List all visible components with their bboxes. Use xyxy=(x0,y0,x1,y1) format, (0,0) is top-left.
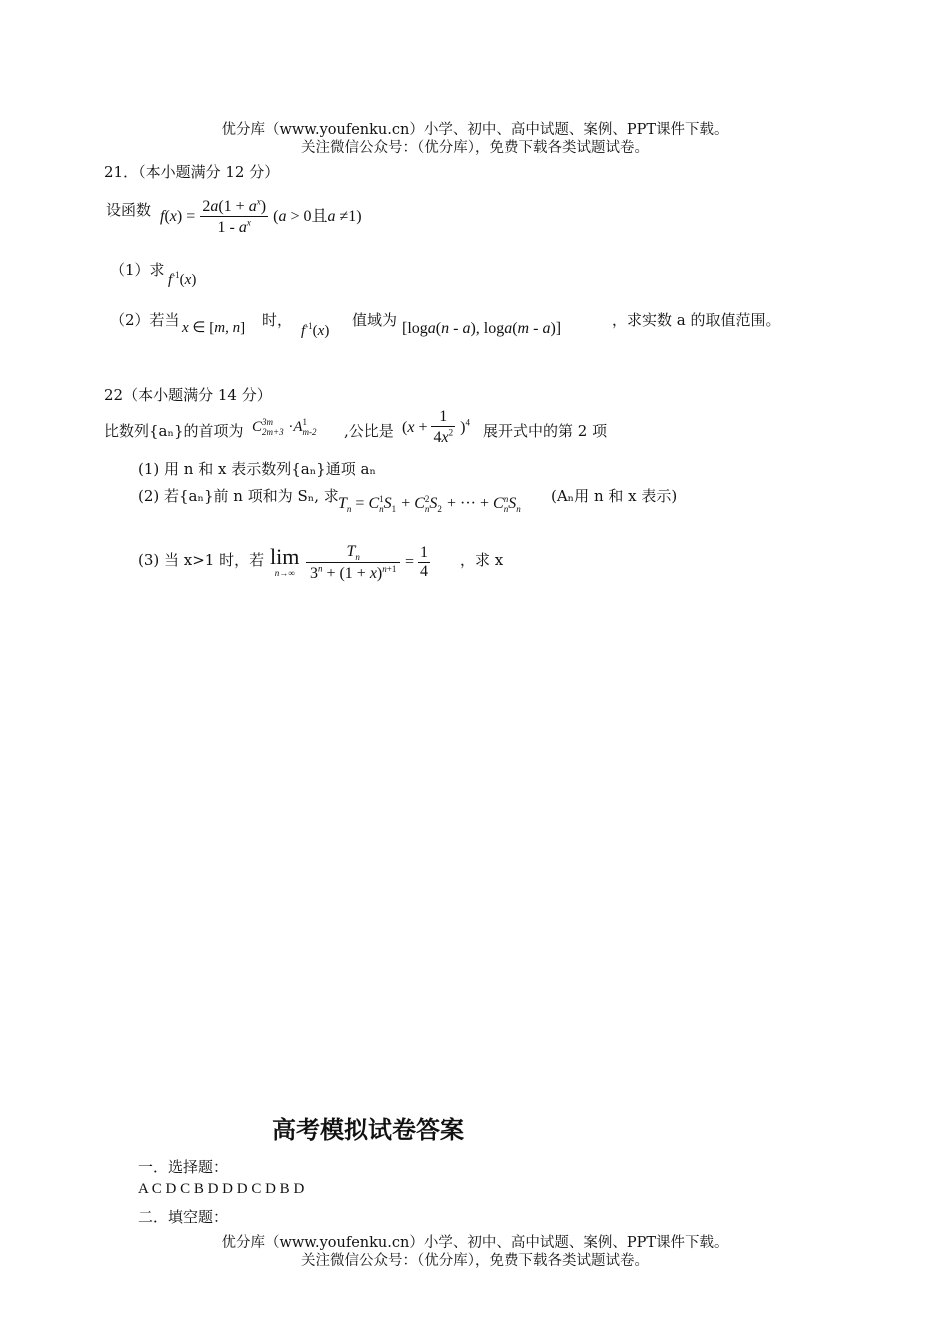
q21-part2-label: （2）若当 xyxy=(110,311,180,329)
answers-choices: A C D C B D D D C D B D xyxy=(138,1181,305,1197)
footer-line-1: 优分库（www.youfenku.cn）小学、初中、高中试题、案例、PPT课件下载。 xyxy=(221,1235,729,1251)
q21-heading: 21．（本小题满分 12 分） xyxy=(104,163,280,181)
q21-inverse-function: $f^{-1}(x)$ xyxy=(168,270,197,288)
answers-section-1: 一．选择题： xyxy=(138,1158,229,1176)
q22-part2-text: (2) 若{aₙ}前 n 项和为 Sₙ, 求 xyxy=(138,487,339,505)
q22-heading: 22（本小题满分 14 分） xyxy=(104,386,272,404)
q21-part1-label: （1）求 xyxy=(110,261,165,279)
q22-intro-mid: ,公比是 xyxy=(344,422,394,440)
header-line-1: 优分库（www.youfenku.cn）小学、初中、高中试题、案例、PPT课件下载。 xyxy=(221,122,729,138)
q22-intro: 比数列{aₙ}的首项为 xyxy=(104,422,244,440)
q22-part1: (1) 用 n 和 x 表示数列{aₙ}通项 aₙ xyxy=(138,460,376,478)
q21-range-formula: [loga(n - a), loga(m - a)] xyxy=(402,320,562,337)
q21-function-formula: f(x) = $\frac{2a(1 + a^x)}{1 - a^x}$ (a > 0且a ≠1) xyxy=(160,196,362,236)
q21-interval-formula: x ∈ [m, n] xyxy=(182,320,246,336)
q21-part2-text-2: 值域为 xyxy=(352,311,398,329)
q22-part3-end: ，求 x xyxy=(460,551,504,569)
q22-sum-formula: $T_n = C$ 1 n $S_1 + C$ 2 n $S_2$ + ··· + C n n $S_n$ xyxy=(338,493,521,515)
q22-ratio-formula: (x + $\frac{1}{4x^2}$ )$^4$ xyxy=(402,408,470,446)
q21-inverse-function-2: $f^{-1}(x)$ xyxy=(301,321,330,339)
answers-section-2: 二．填空题： xyxy=(138,1208,229,1226)
footer-line-2: 关注微信公众号：（优分库），免费下载各类试题试卷。 xyxy=(301,1253,649,1269)
q21-intro: 设函数 xyxy=(106,201,152,219)
answers-title: 高考模拟试卷答案 xyxy=(272,1116,464,1144)
q22-part2-note: (Aₙ用 n 和 x 表示) xyxy=(551,487,678,505)
q22-part3-text: (3) 当 x>1 时，若 xyxy=(138,551,265,569)
q22-first-term-formula: C 3m 2m+3 ·A 1 m-2 xyxy=(252,417,317,437)
q21-part2-text-3: ，求实数 a 的取值范围。 xyxy=(612,311,781,329)
header-line-2: 关注微信公众号：（优分库），免费下载各类试题试卷。 xyxy=(301,140,649,156)
q21-part2-text-1: 时， xyxy=(262,311,293,329)
q22-limit-formula: lim n→∞ $\frac{T_n}{3^n + (1 + x)^{n+1}}$ = $\frac{1}{4}$ xyxy=(270,543,428,583)
q22-intro-end: 展开式中的第 2 项 xyxy=(483,422,608,440)
